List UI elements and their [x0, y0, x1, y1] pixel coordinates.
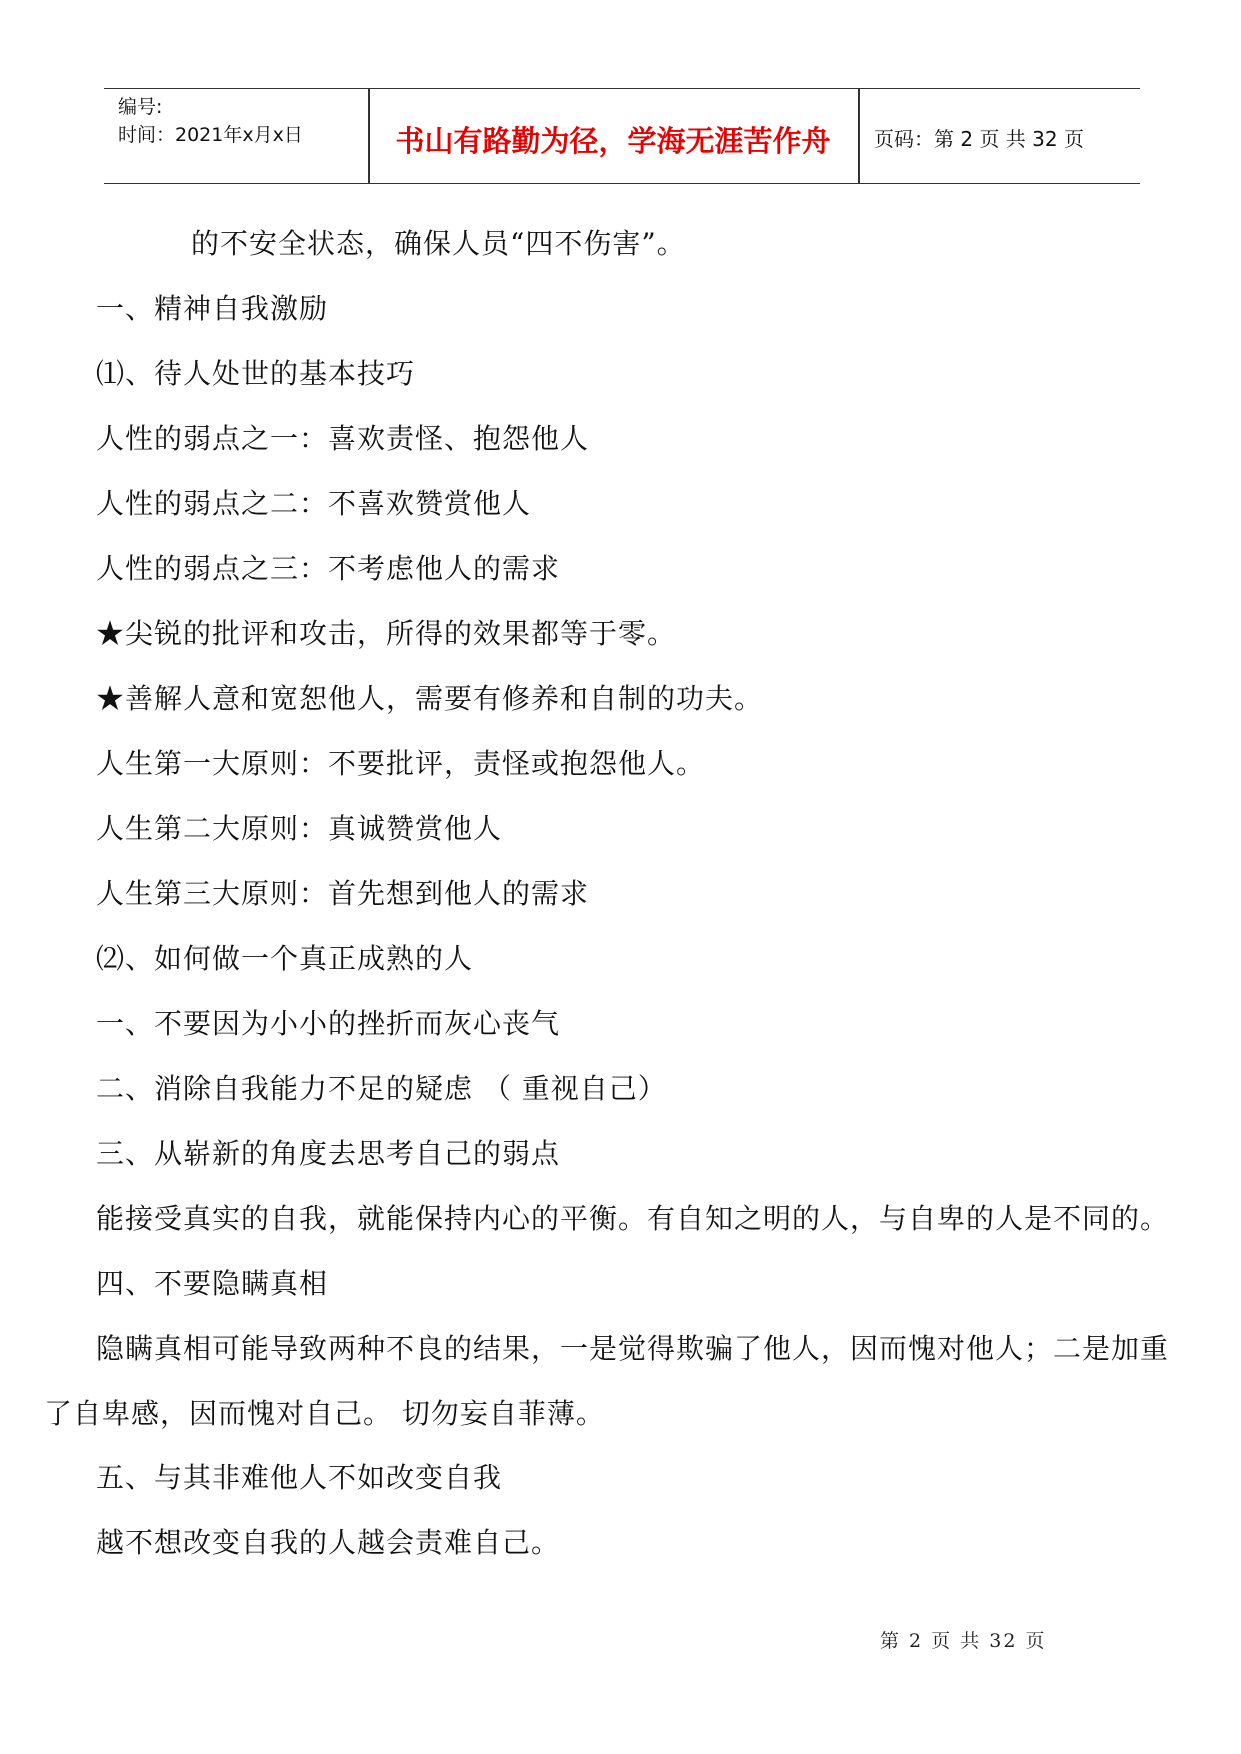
list-item: 一、不要因为小小的挫折而灰心丧气 [96, 1007, 561, 1040]
list-item: 五、与其非难他人不如改变自我 [96, 1461, 503, 1494]
code-label: 编号: [118, 96, 163, 118]
list-item: 四、不要隐瞒真相 [96, 1267, 329, 1300]
body-line: 人性的弱点之三：不考虑他人的需求 [96, 552, 561, 585]
body-line: 人性的弱点之一：喜欢责怪、抱怨他人 [96, 422, 590, 455]
time-label: 时间：2021年x月x日 [118, 124, 303, 146]
star-point: ★尖锐的批评和攻击，所得的效果都等于零。 [96, 617, 677, 650]
star-point: ★善解人意和宽恕他人，需要有修养和自制的功夫。 [96, 682, 764, 715]
header-left-cell [118, 93, 303, 149]
list-item: 二、消除自我能力不足的疑虑 （ 重视自己） [96, 1072, 667, 1105]
subsection-heading: ⑴、待人处世的基本技巧 [96, 357, 416, 390]
section-heading: 一、精神自我激励 [96, 292, 329, 325]
principle-line: 人生第一大原则：不要批评，责怪或抱怨他人。 [96, 747, 706, 780]
body-line: 能接受真实的自我，就能保持内心的平衡。有自知之明的人，与自卑的人是不同的。 [96, 1202, 1170, 1235]
header-divider-right [858, 89, 860, 183]
document-body [44, 218, 1196, 1582]
body-line: 的不安全状态，确保人员“四不伤害”。 [191, 227, 686, 260]
principle-line: 人生第三大原则：首先想到他人的需求 [96, 877, 590, 910]
document-header [104, 88, 1140, 184]
list-item: 三、从崭新的角度去思考自己的弱点 [96, 1137, 561, 1170]
principle-line: 人生第二大原则：真诚赞赏他人 [96, 812, 503, 845]
body-line: 越不想改变自我的人越会责难自己。 [96, 1526, 561, 1559]
body-paragraph: 隐瞒真相可能导致两种不良的结果，一是觉得欺骗了他人，因而愧对他人；二是加重了自卑感，因而愧对自己。 切勿妄自菲薄。 [44, 1332, 1170, 1430]
header-page-info: 页码：第 2 页 共 32 页 [874, 127, 1084, 151]
subsection-heading: ⑵、如何做一个真正成熟的人 [96, 942, 474, 975]
body-line: 人性的弱点之二：不喜欢赞赏他人 [96, 487, 532, 520]
header-motto: 书山有路勤为径，学海无涯苦作舟 [395, 124, 831, 158]
page-footer: 第 2 页 共 32 页 [880, 1630, 1047, 1652]
